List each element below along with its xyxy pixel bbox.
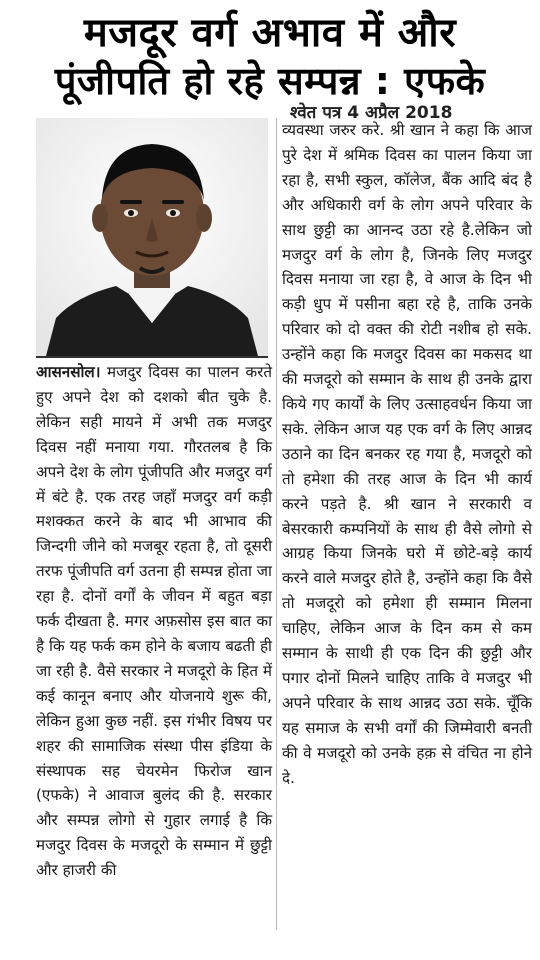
article-text-left: मजदुर दिवस का पालन करते हुए अपने देश को दशको बीत चुके है. लेकिन सही मायने में अभी तक मजदुर दिवस नहीं मनाया गया. गौरतलब है कि अपने देश के लोग पूंजीपति और मजदुर वर्ग में बंटे है. एक तरह जहाँ मजदुर वर्ग कड़ी मशक्कत करने के बाद भी आभाव की जिन्दगी जीने को मजबूर रहता है, तो दूसरी तरफ पूंजीपति वर्ग उतना ही सम्पन्न होता जा रहा है. दोनों वर्गों के जीवन में बहुत बड़ा फर्क दीखता है. मगर अफ़सोस इस बात का है कि यह फर्क कम होने के बजाय बढती ही जा रही है. वैसे सरकार ने मजदूरो के हित में कई कानून बनाए और योजनाये शुरू की, लेकिन हुआ कुछ नहीं. इस गंभीर विषय पर शहर की सामाजिक संस्था पीस इंडिया के संस्थापक सह चेयरमेन फिरोज खान (एफके) ने आवाज बुलंद की है. सरकार और सम्पन्न लोगो से गुहार लगाई है कि मजदुर दिवस के मजदूरो के सम्मान में छुट्टी और हाजरी की xyxy=(36,363,272,880)
column-divider xyxy=(276,118,277,930)
article-lead: आसनसोल। xyxy=(36,363,101,381)
dateline: श्वेत पत्र 4 अप्रैल 2018 xyxy=(290,103,453,123)
article-text-right: व्यवस्था जरुर करे. श्री खान ने कहा कि आज पुरे देश में श्रमिक दिवस का पालन किया जा रहा है, सभी स्कुल, कॉलेज, बैंक आदि बंद है और अधिकारी वर्ग के लोग अपने परिवार के साथ छुट्टी का आनन्द उठा रहे है.लेकिन जो मजदुर वर्ग के लोग है, जिनके लिए मजदुर दिवस मनाया जा रहा है, वे आज के दिन भी कड़ी धुप में पसीना बहा रहे है, ताकि उनके परिवार को दो वक्त की रोटी नशीब हो सके. उन्होंने कहा कि मजदुर दिवस का मकसद था की मजदूरो को सम्मान के साथ ही उनके द्वारा किये गए कार्यों के लिए उत्साहवर्धन किया जा सके. लेकिन आज यह एक वर्ग के लिए आन्नद उठाने का दिन बनकर रह गया है, मजदूरो को तो हमेशा की तरह आज के दिन भी कार्य करने पड़ते है. श्री खान ने सरकारी व बेसरकारी कम्पनियों के साथ ही वैसे लोगो से आग्रह किया जिनके घरो में छोटे-बड़े कार्य करने वाले मजदुर होते है, उन्होंने कहा कि वैसे तो मजदूरो को हमेशा ही सम्मान मिलना चाहिए, लेकिन आज के दिन कम से कम सम्मान के साथी ही एक दिन की छुट्टी और पगार दोनों मिलने चाहिए ताकि वे मजदुर भी अपने परिवार के साथ आन्नद उठा सके. चूँकि यह समाज के सभी वर्गों की जिम्मेवारी बनती की वे मजदूरो को उनके हक़ से वंचित ना होने दे. xyxy=(282,121,532,787)
article-column-left xyxy=(36,360,272,883)
article-column-right xyxy=(282,118,532,790)
person-portrait-icon xyxy=(36,118,268,358)
headline-line-1: मजदूर वर्ग अभाव में और xyxy=(83,10,457,56)
headline xyxy=(0,8,540,104)
headline-line-2: पूंजीपति हो रहे सम्पन्न : एफके xyxy=(54,59,486,103)
